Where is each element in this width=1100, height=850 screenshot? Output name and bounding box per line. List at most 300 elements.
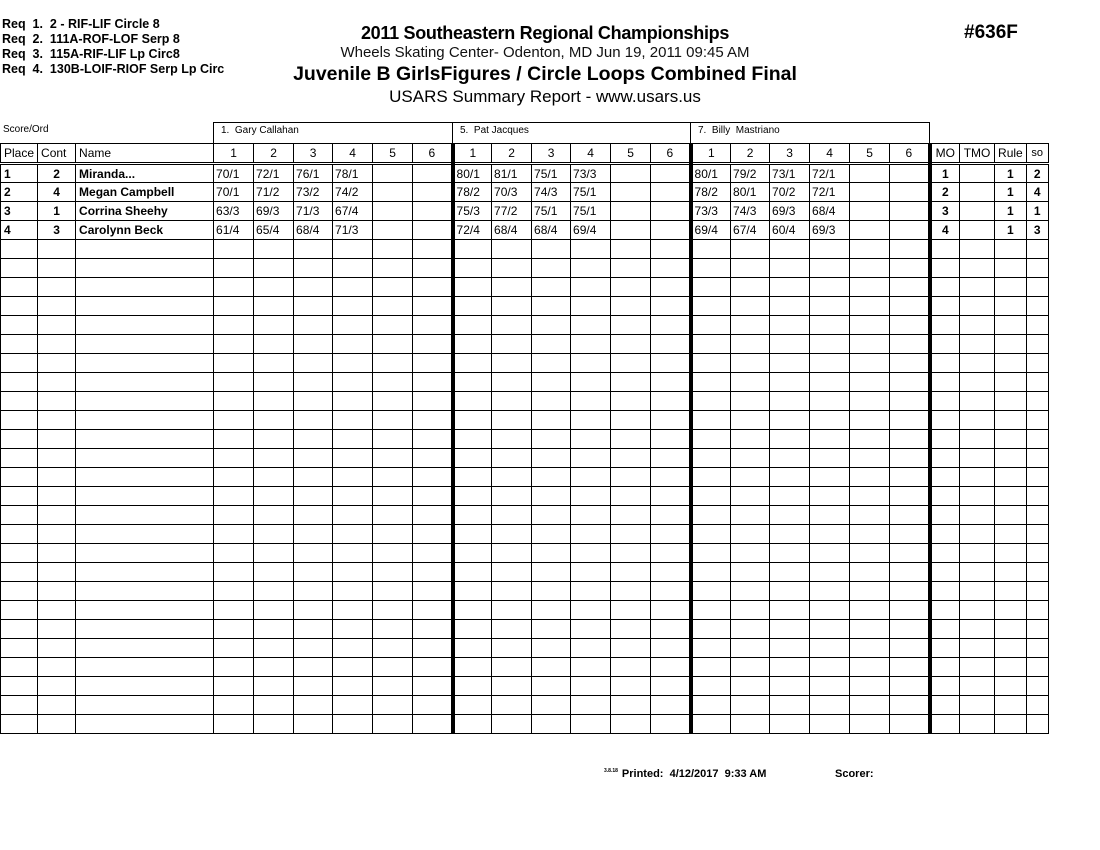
empty-cell [413, 525, 453, 544]
empty-cell [1026, 411, 1048, 430]
empty-cell [453, 240, 492, 259]
empty-cell [214, 354, 254, 373]
empty-cell [571, 544, 611, 563]
empty-cell [850, 468, 890, 487]
empty-cell [1026, 696, 1048, 715]
empty-cell [770, 696, 810, 715]
empty-cell [1, 658, 38, 677]
empty-row [1, 677, 1049, 696]
empty-cell [492, 620, 532, 639]
empty-cell [731, 601, 770, 620]
score-cell-j1-fig4: 74/2 [333, 183, 373, 202]
empty-cell [960, 525, 995, 544]
table-row [1, 202, 1049, 221]
judge-1-header: 1. Gary Callahan [213, 122, 453, 143]
empty-cell [1, 449, 38, 468]
empty-cell [731, 620, 770, 639]
empty-cell [333, 639, 373, 658]
empty-cell [1, 392, 38, 411]
empty-row [1, 430, 1049, 449]
empty-cell [850, 544, 890, 563]
empty-cell [1026, 658, 1048, 677]
col-so: so [1026, 144, 1048, 164]
score-cell-j3-fig2: 74/3 [731, 202, 770, 221]
empty-cell [1026, 563, 1048, 582]
score-cell-j2-fig3: 75/1 [532, 164, 571, 183]
score-cell-j1-fig5 [373, 202, 413, 221]
score-cell-j3-fig6 [890, 183, 930, 202]
score-cell-j2-fig6 [651, 164, 691, 183]
empty-cell [1, 525, 38, 544]
empty-cell [651, 563, 691, 582]
score-cell-j1-fig5 [373, 221, 413, 240]
empty-cell [38, 335, 76, 354]
empty-cell [294, 525, 333, 544]
empty-cell [333, 601, 373, 620]
empty-cell [532, 696, 571, 715]
empty-cell [691, 335, 731, 354]
empty-cell [1026, 316, 1048, 335]
empty-cell [333, 316, 373, 335]
empty-cell [254, 506, 294, 525]
empty-cell [38, 487, 76, 506]
empty-cell [651, 544, 691, 563]
col-j3-fig4: 4 [810, 144, 850, 164]
empty-cell [890, 601, 930, 620]
empty-cell [492, 544, 532, 563]
empty-cell [850, 696, 890, 715]
empty-cell [960, 468, 995, 487]
empty-cell [611, 487, 651, 506]
empty-cell [413, 392, 453, 411]
score-cell-j1-fig3: 76/1 [294, 164, 333, 183]
event-title: Juvenile B GirlsFigures / Circle Loops Combined Final [293, 63, 797, 85]
score-cell-j1-fig6 [413, 221, 453, 240]
empty-cell [571, 430, 611, 449]
empty-cell [960, 620, 995, 639]
score-cell-j3-fig4: 72/1 [810, 164, 850, 183]
empty-cell [611, 715, 651, 734]
empty-cell [532, 639, 571, 658]
venue-line: Wheels Skating Center- Odenton, MD Jun 19, 2011 09:45 AM [340, 44, 750, 61]
empty-cell [76, 563, 214, 582]
empty-cell [38, 544, 76, 563]
empty-cell [651, 392, 691, 411]
empty-cell [373, 620, 413, 639]
empty-cell [453, 278, 492, 297]
empty-cell [611, 297, 651, 316]
empty-row [1, 696, 1049, 715]
score-cell-j1-fig3: 73/2 [294, 183, 333, 202]
empty-cell [611, 278, 651, 297]
empty-cell [691, 354, 731, 373]
empty-cell [890, 335, 930, 354]
empty-cell [890, 373, 930, 392]
empty-cell [453, 316, 492, 335]
empty-cell [1026, 373, 1048, 392]
empty-cell [611, 563, 651, 582]
empty-cell [254, 240, 294, 259]
empty-cell [571, 658, 611, 677]
empty-cell [373, 259, 413, 278]
empty-cell [214, 582, 254, 601]
empty-cell [76, 468, 214, 487]
score-cell-j3-fig6 [890, 164, 930, 183]
empty-cell [214, 487, 254, 506]
empty-cell [611, 354, 651, 373]
empty-cell [890, 620, 930, 639]
empty-cell [453, 373, 492, 392]
empty-cell [731, 639, 770, 658]
place-cell: 3 [1, 202, 38, 221]
empty-cell [960, 582, 995, 601]
empty-cell [1, 259, 38, 278]
empty-cell [651, 259, 691, 278]
score-cell-j2-fig2: 81/1 [492, 164, 532, 183]
empty-cell [810, 677, 850, 696]
empty-cell [294, 715, 333, 734]
empty-cell [930, 259, 960, 278]
score-cell-j3-fig6 [890, 221, 930, 240]
empty-cell [1026, 506, 1048, 525]
empty-cell [890, 240, 930, 259]
empty-cell [76, 601, 214, 620]
empty-cell [611, 506, 651, 525]
empty-cell [691, 658, 731, 677]
empty-cell [960, 430, 995, 449]
score-cell-j3-fig1: 78/2 [691, 183, 731, 202]
empty-row [1, 525, 1049, 544]
empty-cell [373, 658, 413, 677]
empty-cell [38, 696, 76, 715]
table-row [1, 183, 1049, 202]
empty-cell [571, 354, 611, 373]
empty-cell [930, 373, 960, 392]
empty-cell [691, 525, 731, 544]
score-cell-j2-fig6 [651, 202, 691, 221]
empty-cell [930, 278, 960, 297]
empty-cell [810, 506, 850, 525]
empty-cell [995, 392, 1027, 411]
empty-cell [571, 487, 611, 506]
empty-cell [214, 392, 254, 411]
empty-cell [810, 335, 850, 354]
empty-cell [76, 620, 214, 639]
empty-cell [611, 544, 651, 563]
score-cell-j2-fig3: 74/3 [532, 183, 571, 202]
empty-cell [1, 240, 38, 259]
empty-cell [532, 601, 571, 620]
empty-cell [995, 525, 1027, 544]
empty-cell [930, 240, 960, 259]
empty-cell [890, 259, 930, 278]
empty-cell [930, 487, 960, 506]
empty-cell [1026, 240, 1048, 259]
empty-cell [571, 601, 611, 620]
empty-cell [492, 278, 532, 297]
empty-cell [1, 316, 38, 335]
empty-cell [770, 715, 810, 734]
empty-row [1, 392, 1049, 411]
empty-cell [294, 335, 333, 354]
empty-cell [691, 240, 731, 259]
empty-cell [214, 715, 254, 734]
empty-cell [532, 449, 571, 468]
empty-cell [691, 259, 731, 278]
empty-cell [413, 278, 453, 297]
cont-cell: 2 [38, 164, 76, 183]
tmo-cell [960, 183, 995, 202]
empty-cell [810, 468, 850, 487]
empty-cell [492, 430, 532, 449]
empty-cell [890, 563, 930, 582]
empty-cell [995, 411, 1027, 430]
empty-cell [38, 354, 76, 373]
empty-cell [890, 715, 930, 734]
empty-cell [960, 392, 995, 411]
empty-cell [770, 411, 810, 430]
empty-cell [731, 278, 770, 297]
empty-cell [651, 240, 691, 259]
empty-cell [532, 468, 571, 487]
empty-cell [1026, 544, 1048, 563]
empty-cell [960, 715, 995, 734]
empty-row [1, 506, 1049, 525]
version-label: 3.8.18 [604, 768, 618, 774]
empty-cell [492, 259, 532, 278]
empty-cell [76, 411, 214, 430]
empty-cell [810, 658, 850, 677]
empty-cell [770, 468, 810, 487]
empty-cell [453, 354, 492, 373]
empty-cell [254, 449, 294, 468]
empty-cell [651, 411, 691, 430]
empty-cell [1026, 715, 1048, 734]
empty-row [1, 563, 1049, 582]
empty-cell [1, 620, 38, 639]
mo-cell: 1 [930, 164, 960, 183]
empty-cell [532, 620, 571, 639]
empty-cell [770, 487, 810, 506]
empty-cell [995, 240, 1027, 259]
empty-cell [373, 601, 413, 620]
empty-cell [413, 468, 453, 487]
empty-cell [254, 658, 294, 677]
empty-cell [1026, 335, 1048, 354]
score-cell-j1-fig3: 71/3 [294, 202, 333, 221]
score-cell-j1-fig1: 70/1 [214, 183, 254, 202]
empty-row [1, 373, 1049, 392]
empty-cell [890, 544, 930, 563]
empty-cell [770, 658, 810, 677]
empty-cell [413, 411, 453, 430]
score-cell-j1-fig4: 67/4 [333, 202, 373, 221]
empty-cell [254, 677, 294, 696]
empty-cell [453, 696, 492, 715]
empty-cell [731, 316, 770, 335]
empty-cell [38, 430, 76, 449]
score-cell-j3-fig6 [890, 202, 930, 221]
empty-cell [76, 715, 214, 734]
empty-cell [691, 449, 731, 468]
empty-cell [214, 468, 254, 487]
empty-cell [38, 677, 76, 696]
empty-cell [294, 620, 333, 639]
col-j3-fig2: 2 [731, 144, 770, 164]
empty-row [1, 354, 1049, 373]
score-cell-j3-fig5 [850, 202, 890, 221]
empty-cell [611, 620, 651, 639]
empty-cell [413, 373, 453, 392]
empty-cell [770, 392, 810, 411]
empty-cell [691, 639, 731, 658]
score-cell-j3-fig2: 79/2 [731, 164, 770, 183]
empty-cell [691, 468, 731, 487]
empty-cell [995, 506, 1027, 525]
empty-cell [731, 487, 770, 506]
name-cell: Megan Campbell [76, 183, 214, 202]
empty-cell [333, 506, 373, 525]
score-cell-j1-fig2: 72/1 [254, 164, 294, 183]
empty-cell [254, 259, 294, 278]
empty-cell [413, 449, 453, 468]
empty-cell [373, 506, 413, 525]
empty-cell [731, 468, 770, 487]
empty-cell [651, 677, 691, 696]
so-cell: 2 [1026, 164, 1048, 183]
empty-cell [571, 392, 611, 411]
empty-cell [810, 715, 850, 734]
empty-cell [995, 601, 1027, 620]
empty-cell [691, 715, 731, 734]
empty-cell [960, 696, 995, 715]
empty-cell [960, 278, 995, 297]
empty-cell [333, 240, 373, 259]
col-j2-fig5: 5 [611, 144, 651, 164]
empty-cell [1026, 487, 1048, 506]
empty-cell [1, 335, 38, 354]
empty-cell [930, 468, 960, 487]
empty-cell [960, 297, 995, 316]
empty-cell [532, 506, 571, 525]
empty-cell [850, 354, 890, 373]
empty-cell [492, 658, 532, 677]
empty-cell [333, 544, 373, 563]
empty-cell [611, 677, 651, 696]
empty-cell [651, 430, 691, 449]
empty-cell [38, 316, 76, 335]
place-cell: 2 [1, 183, 38, 202]
empty-cell [214, 601, 254, 620]
empty-cell [413, 563, 453, 582]
results-table [0, 143, 1049, 734]
empty-cell [890, 316, 930, 335]
empty-cell [691, 278, 731, 297]
score-cell-j3-fig3: 73/1 [770, 164, 810, 183]
empty-cell [1026, 601, 1048, 620]
empty-cell [651, 278, 691, 297]
empty-cell [611, 696, 651, 715]
empty-cell [373, 316, 413, 335]
empty-cell [254, 335, 294, 354]
empty-cell [810, 316, 850, 335]
empty-cell [995, 297, 1027, 316]
empty-cell [214, 259, 254, 278]
score-cell-j2-fig1: 75/3 [453, 202, 492, 221]
score-cell-j1-fig4: 78/1 [333, 164, 373, 183]
empty-cell [930, 677, 960, 696]
empty-cell [995, 620, 1027, 639]
empty-cell [492, 411, 532, 430]
empty-cell [691, 696, 731, 715]
empty-cell [960, 639, 995, 658]
empty-cell [413, 639, 453, 658]
empty-cell [373, 582, 413, 601]
score-cell-j3-fig1: 80/1 [691, 164, 731, 183]
empty-cell [492, 487, 532, 506]
empty-cell [38, 240, 76, 259]
empty-cell [413, 620, 453, 639]
empty-cell [571, 639, 611, 658]
empty-cell [532, 278, 571, 297]
empty-cell [76, 354, 214, 373]
empty-row [1, 335, 1049, 354]
empty-cell [611, 582, 651, 601]
empty-cell [1026, 430, 1048, 449]
empty-cell [333, 658, 373, 677]
empty-cell [1026, 354, 1048, 373]
empty-cell [995, 449, 1027, 468]
empty-cell [294, 316, 333, 335]
empty-cell [890, 506, 930, 525]
place-cell: 1 [1, 164, 38, 183]
empty-cell [532, 525, 571, 544]
empty-cell [1026, 392, 1048, 411]
empty-cell [960, 411, 995, 430]
empty-cell [995, 259, 1027, 278]
empty-cell [38, 449, 76, 468]
empty-cell [571, 506, 611, 525]
empty-cell [571, 297, 611, 316]
empty-cell [571, 411, 611, 430]
score-cell-j3-fig2: 80/1 [731, 183, 770, 202]
empty-cell [373, 297, 413, 316]
empty-cell [770, 563, 810, 582]
empty-cell [850, 335, 890, 354]
empty-cell [571, 696, 611, 715]
empty-cell [995, 715, 1027, 734]
empty-cell [731, 392, 770, 411]
empty-cell [995, 639, 1027, 658]
empty-cell [294, 563, 333, 582]
empty-cell [930, 544, 960, 563]
empty-cell [691, 601, 731, 620]
empty-cell [294, 449, 333, 468]
empty-cell [214, 297, 254, 316]
empty-cell [611, 411, 651, 430]
empty-cell [571, 677, 611, 696]
empty-cell [532, 563, 571, 582]
col-mo: MO [930, 144, 960, 164]
empty-cell [1, 639, 38, 658]
empty-cell [691, 620, 731, 639]
tmo-cell [960, 202, 995, 221]
score-cell-j3-fig3: 60/4 [770, 221, 810, 240]
empty-cell [38, 506, 76, 525]
empty-cell [571, 373, 611, 392]
empty-cell [294, 430, 333, 449]
empty-cell [810, 487, 850, 506]
